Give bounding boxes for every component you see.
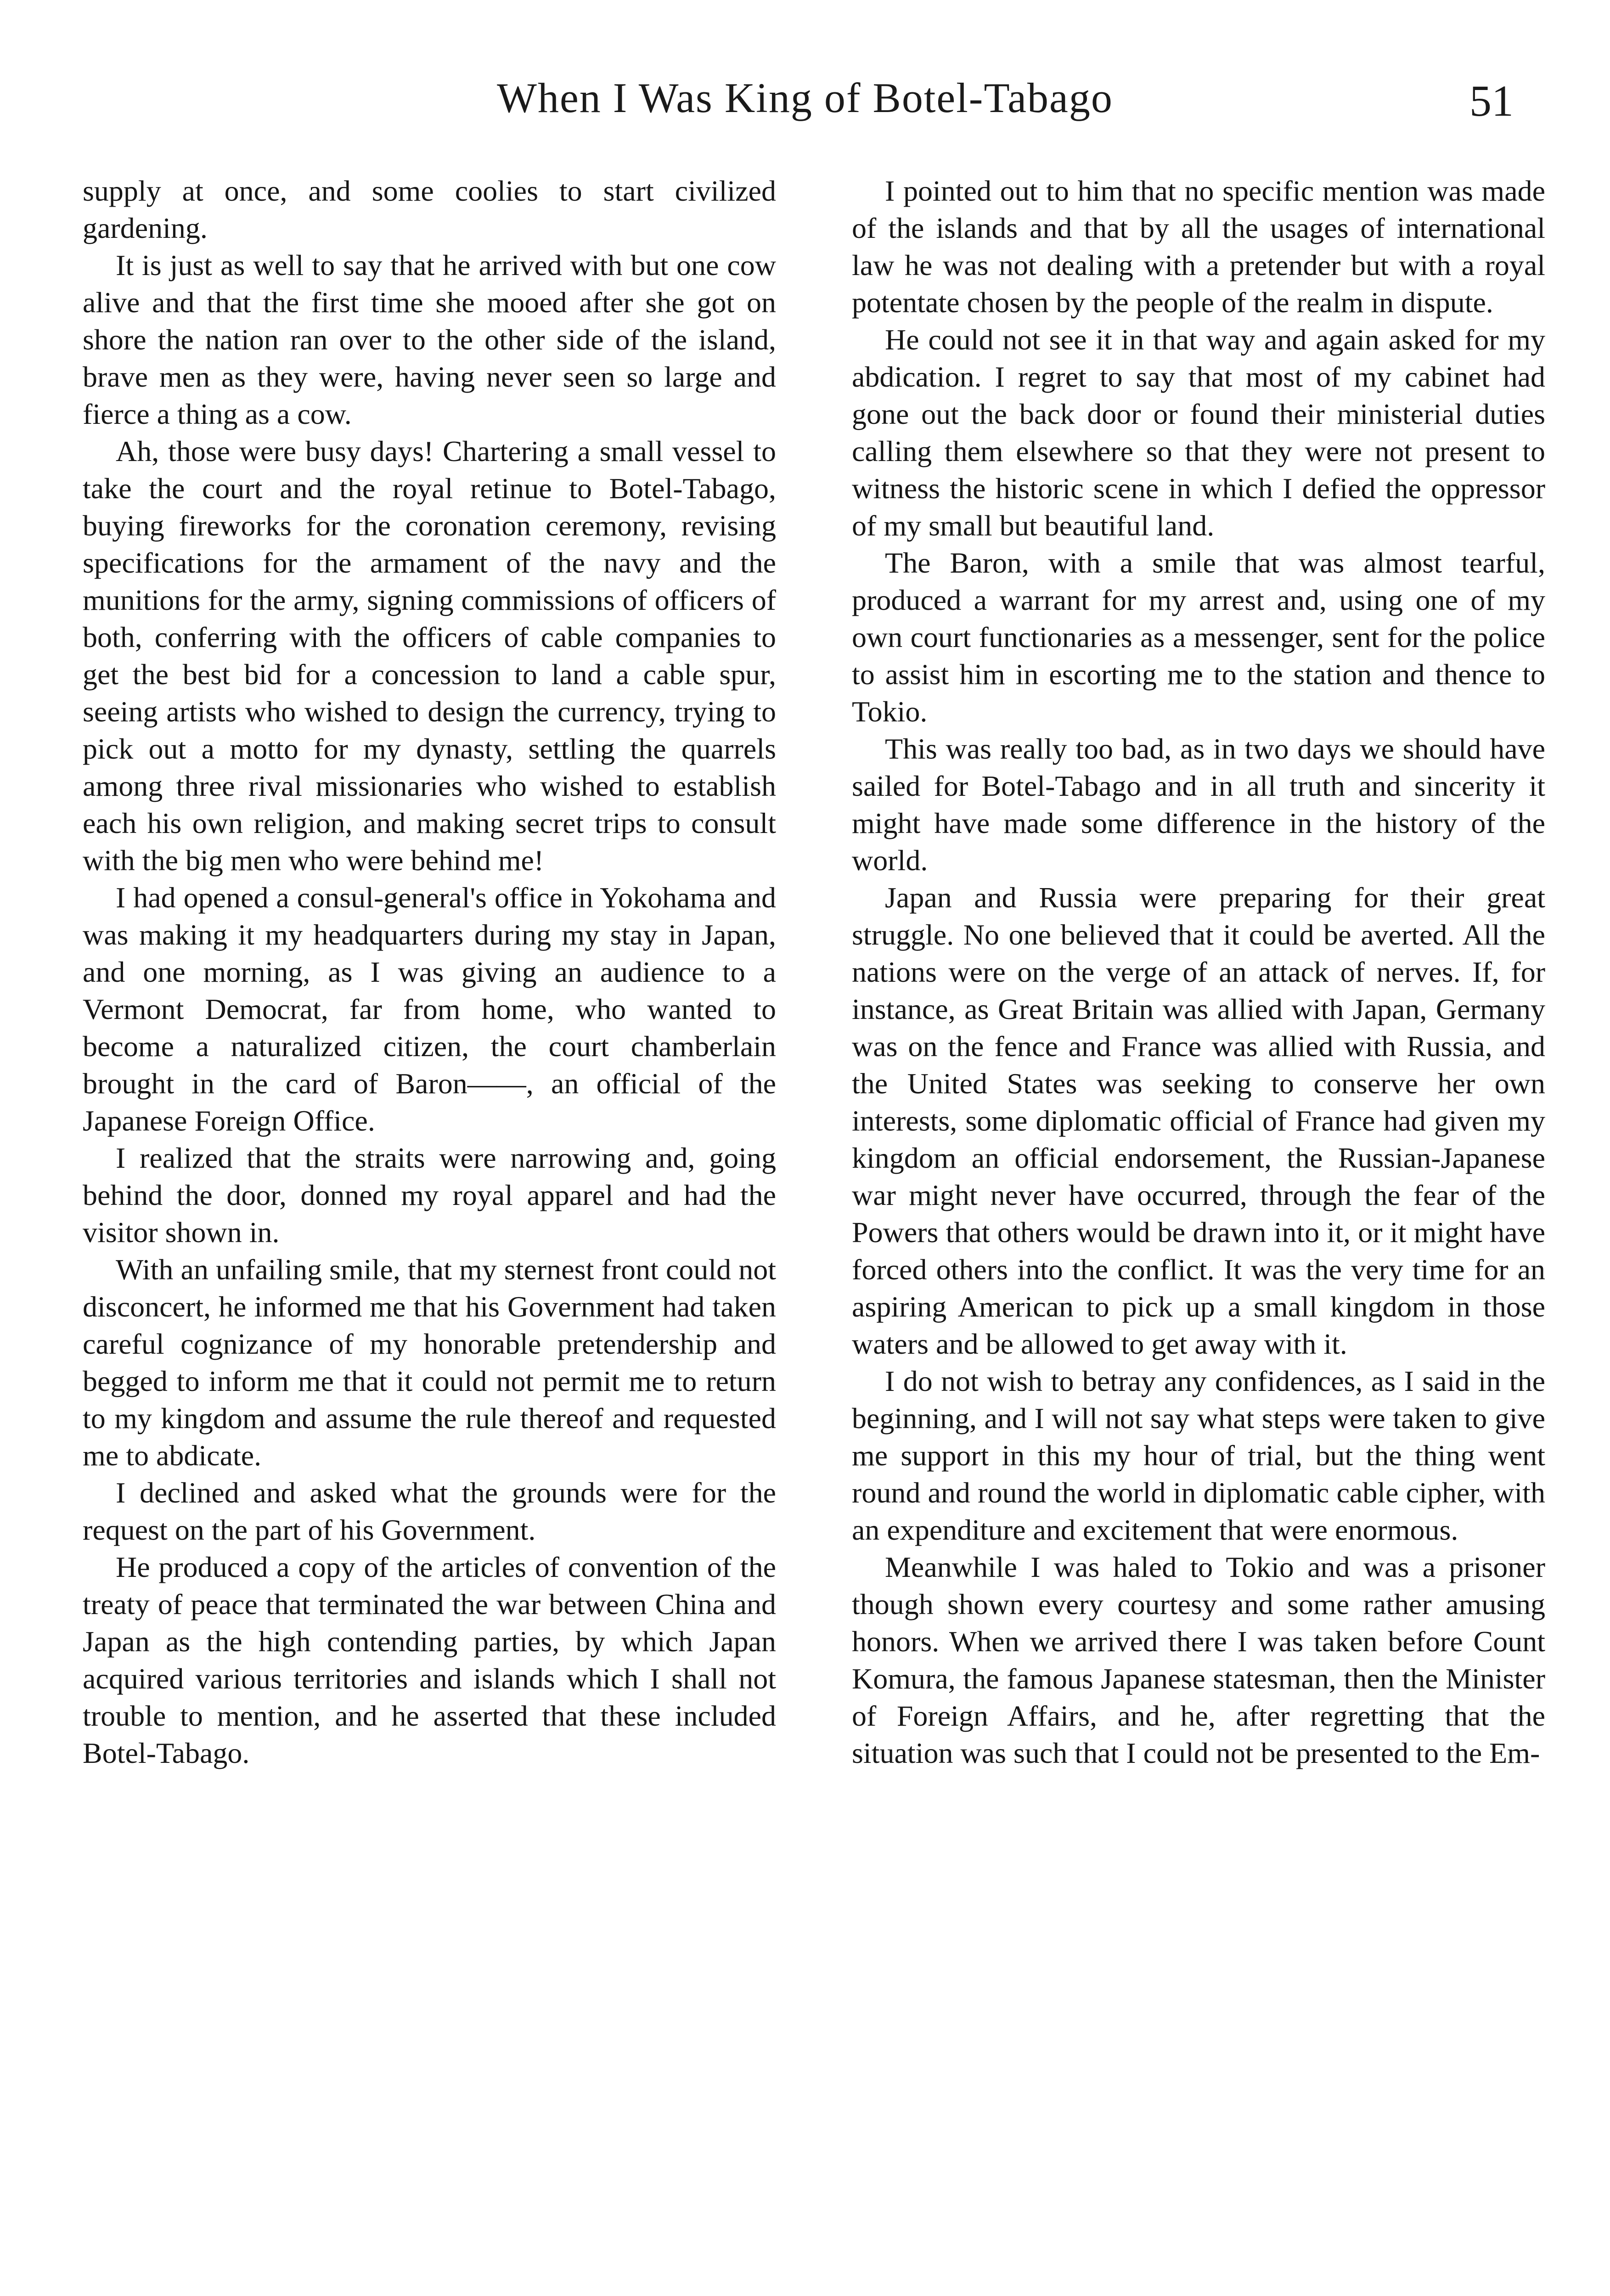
paragraph: I declined and asked what the grounds were for the request on the part of his Government. — [83, 1476, 776, 1546]
paragraph: The Baron, with a smile that was almost tearful, produced a warrant for my arrest and, using one of my own court functionaries as a messenger, sent for the police to assist him in escorting me to the station and thence to Tokio. — [852, 546, 1545, 728]
left-column — [83, 172, 776, 1772]
paragraph: He could not see it in that way and again asked for my abdication. I regret to say that most of my cabinet had gone out the back door or found their ministerial duties calling them elsewhere so that they were not present to witness the historic scene in which I defied the oppressor of my small but beautiful land. — [852, 323, 1545, 542]
paragraph: I pointed out to him that no specific mention was made of the islands and that by all the usages of international law he was not dealing with a pretender but with a royal potentate chosen by the people of the realm in dispute. — [852, 174, 1545, 319]
paragraph: I do not wish to betray any confidences, as I said in the beginning, and I will not say what steps were taken to give me support in this my hour of trial, but the thing went round and round the world in diplomatic cable cipher, with an expenditure and excitement that were enormous. — [852, 1365, 1545, 1546]
paragraph: Meanwhile I was haled to Tokio and was a prisoner though shown every courtesy and some rather amusing honors. When we arrived there I was taken before Count Komura, the famous Japanese statesman, then the Minister of Foreign Affairs, and he, after regretting that the situation was such that I could not be presented to the Em- — [852, 1551, 1545, 1769]
page-number: 51 — [1469, 76, 1514, 125]
paragraph: He produced a copy of the articles of convention of the treaty of peace that terminated the war between China and Japan as the high contending parties, by which Japan acquired various territories and islands which I shall not trouble to mention, and he asserted that these included Botel-Tabago. — [83, 1551, 776, 1769]
running-title: When I Was King of Botel-Tabago — [497, 74, 1113, 121]
paragraph: Japan and Russia were preparing for their great struggle. No one believed that it could be averted. All the nations were on the verge of an attack of nerves. If, for instance, as Great Britain was allied with Japan, Germany was on the fence and France was allied with Russia, and the United States was seeking to conserve her own interests, some diplomatic official of France had given my kingdom an official endorsement, the Russian-Japanese war might never have occurred, through the fear of the Powers that others would be drawn into it, or it might have forced others into the conflict. It was the very time for an aspiring American to pick up a small kingdom in those waters and be allowed to get away with it. — [852, 881, 1545, 1360]
paragraph: Ah, those were busy days! Chartering a small vessel to take the court and the royal retinue to Botel-Tabago, buying fireworks for the coronation ceremony, revising specifications for the armament of the navy and the munitions for the army, signing commissions of officers of both, conferring with the officers of cable companies to get the best bid for a concession to land a cable spur, seeing artists who wished to design the currency, trying to pick out a motto for my dynasty, settling the quarrels among three rival missionaries who wished to establish each his own religion, and making secret trips to consult with the big men who were behind me! — [83, 435, 776, 877]
paragraph: supply at once, and some coolies to start civilized gardening. — [83, 174, 776, 244]
paragraph: I had opened a consul-general's office in Yokohama and was making it my headquarters during my stay in Japan, and one morning, as I was giving an audience to a Vermont Democrat, far from home, who wanted to become a naturalized citizen, the court chamberlain brought in the card of Baron——, an official of the Japanese Foreign Office. — [83, 881, 776, 1137]
paragraph: This was really too bad, as in two days we should have sailed for Botel-Tabago and in all truth and sincerity it might have made some difference in the history of the world. — [852, 732, 1545, 877]
page-header — [0, 73, 1610, 138]
paragraph: With an unfailing smile, that my sternest front could not disconcert, he informed me that his Government had taken careful cognizance of my honorable pretendership and begged to inform me that it could not permit me to return to my kingdom and assume the rule thereof and requested me to abdicate. — [83, 1253, 776, 1472]
paragraph: It is just as well to say that he arrived with but one cow alive and that the first time she mooed after she got on shore the nation ran over to the other side of the island, brave men as they were, having never seen so large and fierce a thing as a cow. — [83, 249, 776, 430]
paragraph: I realized that the straits were narrowing and, going behind the door, donned my royal apparel and had the visitor shown in. — [83, 1142, 776, 1249]
right-column — [852, 172, 1545, 1772]
